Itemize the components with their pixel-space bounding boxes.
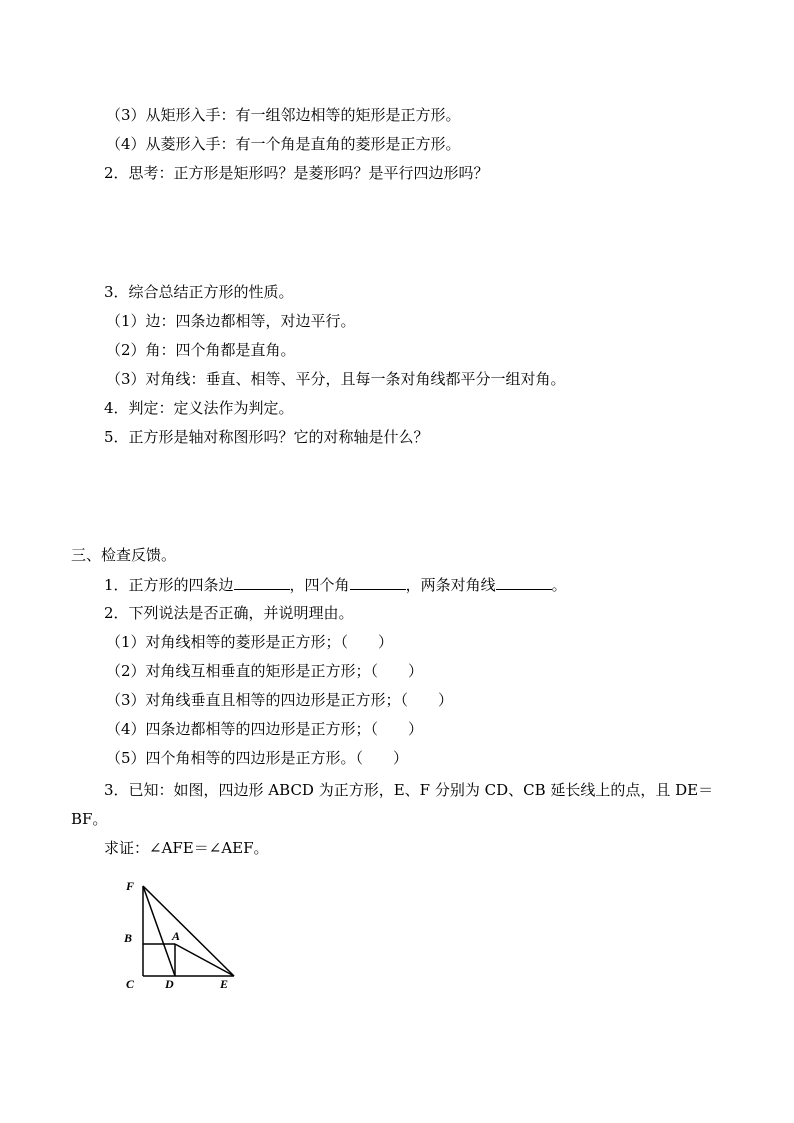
label-D: D xyxy=(165,977,174,991)
question-2-item-5: （5）四个角相等的四边形是正方形。（ ） xyxy=(106,749,409,767)
question-1-part-angles: ，四个角 xyxy=(289,576,350,594)
question-2: 2．下列说法是否正确，并说明理由。 xyxy=(104,604,354,622)
text-property-sides: （1）边：四条边都相等，对边平行。 xyxy=(106,312,356,330)
text-line-3-rectangle: （3）从矩形入手：有一组邻边相等的矩形是正方形。 xyxy=(106,106,461,124)
text-think-question: 2．思考：正方形是矩形吗？是菱形吗？是平行四边形吗？ xyxy=(104,164,489,182)
text-property-angles: （2）角：四个角都是直角。 xyxy=(106,341,296,359)
text-line-4-rhombus: （4）从菱形入手：有一个角是直角的菱形是正方形。 xyxy=(106,135,461,153)
text-criterion: 4．判定：定义法作为判定。 xyxy=(104,399,294,417)
question-3-prove: 求证：∠AFE＝∠AEF。 xyxy=(104,839,269,857)
question-1-period: 。 xyxy=(551,576,567,594)
label-A: A xyxy=(172,929,181,943)
question-3-given: 3．已知：如图，四边形 ABCD 为正方形，E、F 分别为 CD、CB 延长线上的点，且 DE＝ xyxy=(104,781,714,799)
text-symmetry-question: 5．正方形是轴对称图形吗？它的对称轴是什么？ xyxy=(104,428,429,446)
question-2-item-3: （3）对角线垂直且相等的四边形是正方形；（ ） xyxy=(106,691,454,709)
question-2-item-2: （2）对角线互相垂直的矩形是正方形；（ ） xyxy=(106,662,424,680)
segment-FD xyxy=(143,886,175,976)
question-2-item-1: （1）对角线相等的菱形是正方形；（ ） xyxy=(106,633,394,651)
label-E: E xyxy=(220,977,229,991)
label-F: F xyxy=(126,879,135,893)
figure-lines xyxy=(143,886,234,976)
section-heading-feedback: 三、检查反馈。 xyxy=(71,546,177,564)
answer-blank-angles[interactable] xyxy=(350,575,406,590)
segment-AE xyxy=(175,944,234,976)
question-1 xyxy=(104,575,567,594)
label-C: C xyxy=(126,977,135,991)
answer-blank-sides[interactable] xyxy=(234,575,290,590)
question-1-part-sides: 1．正方形的四条边 xyxy=(104,576,234,594)
question-3-given-cont: BF。 xyxy=(71,810,108,828)
answer-blank-diagonals[interactable] xyxy=(496,575,552,590)
geometry-figure xyxy=(120,876,250,996)
text-property-diagonals: （3）对角线：垂直、相等、平分，且每一条对角线都平分一组对角。 xyxy=(106,370,566,388)
segment-FE xyxy=(143,886,234,976)
question-2-item-4: （4）四条边都相等的四边形是正方形；（ ） xyxy=(106,720,424,738)
question-1-part-diagonals: ，两条对角线 xyxy=(405,576,496,594)
text-summary-heading: 3．综合总结正方形的性质。 xyxy=(104,283,294,301)
label-B: B xyxy=(124,931,133,945)
